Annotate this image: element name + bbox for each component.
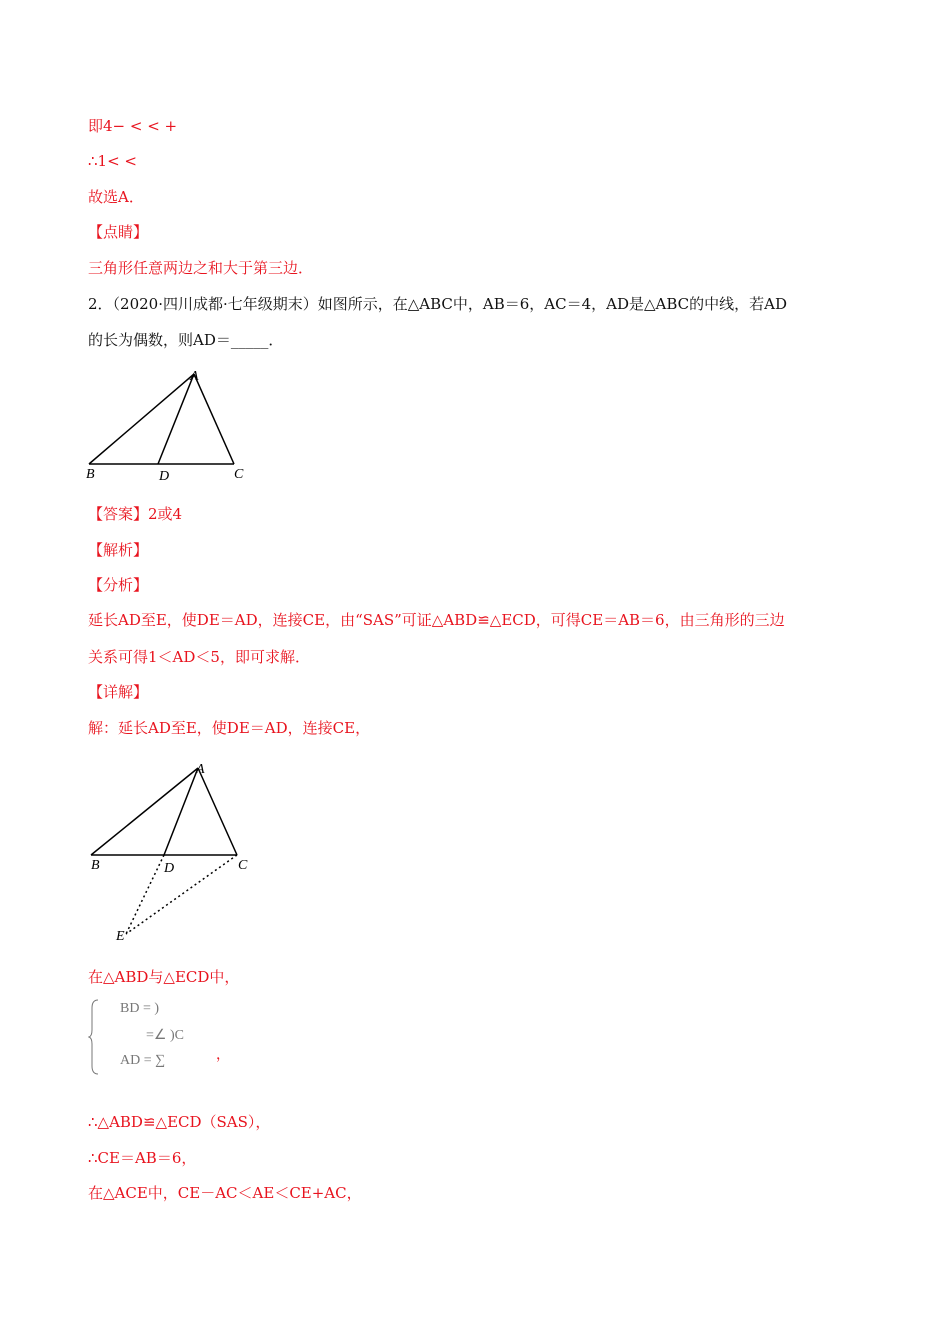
solution-text: 在△ABD与△ECD中， xyxy=(88,968,240,986)
answer-line: 【答案】2或4 xyxy=(88,505,183,523)
point-label-a: A xyxy=(196,762,205,777)
solution-text: ∴△ABD≌△ECD（SAS）， xyxy=(88,1113,271,1131)
section-heading: 【解析】 xyxy=(88,541,149,559)
system-comma: ， xyxy=(216,1048,230,1063)
system-row: =∠ )C xyxy=(146,1028,184,1043)
section-heading: 【分析】 xyxy=(88,576,149,594)
analysis-text: 关系可得1＜AD＜5，即可求解． xyxy=(88,648,310,666)
section-heading: 【点睛】 xyxy=(88,223,149,241)
system-row: BD = ) xyxy=(120,1001,160,1016)
text-line: 故选A． xyxy=(88,188,144,206)
analysis-text: 延长AD至E，使DE＝AD，连接CE，由“SAS”可证△ABD≌△ECD，可得CE＝AB＝6，由三角形的三边 xyxy=(88,611,785,629)
point-label-a: A xyxy=(190,369,199,384)
triangle-figure xyxy=(80,362,260,490)
extended-triangle-figure xyxy=(80,756,280,946)
question-text: 的长为偶数，则AD＝_____． xyxy=(88,331,284,349)
point-label-d: D xyxy=(159,469,170,484)
text-line: ∴1< < xyxy=(88,152,137,170)
brace-icon xyxy=(88,998,102,1076)
point-label-d: D xyxy=(164,861,175,876)
solution-text: 解：延长AD至E，使DE＝AD，连接CE， xyxy=(88,719,371,737)
point-label-c: C xyxy=(238,858,248,873)
text-line: 即4− < < + xyxy=(88,117,178,135)
point-label-b: B xyxy=(86,467,95,482)
equation-system xyxy=(88,998,288,1078)
section-heading: 【详解】 xyxy=(88,683,149,701)
system-row: AD = ∑ xyxy=(120,1053,166,1068)
point-label-b: B xyxy=(91,858,100,873)
point-label-c: C xyxy=(234,467,244,482)
question-text: 2．（2020·四川成都·七年级期末）如图所示，在△ABC中，AB＝6，AC＝4，AD是△ABC的中线，若AD xyxy=(88,295,788,313)
text-line: 三角形任意两边之和大于第三边． xyxy=(88,259,314,277)
solution-text: ∴CE＝AB＝6， xyxy=(88,1149,197,1167)
solution-text: 在△ACE中，CE－AC＜AE＜CE+AC， xyxy=(88,1184,362,1202)
point-label-e: E xyxy=(116,929,125,944)
